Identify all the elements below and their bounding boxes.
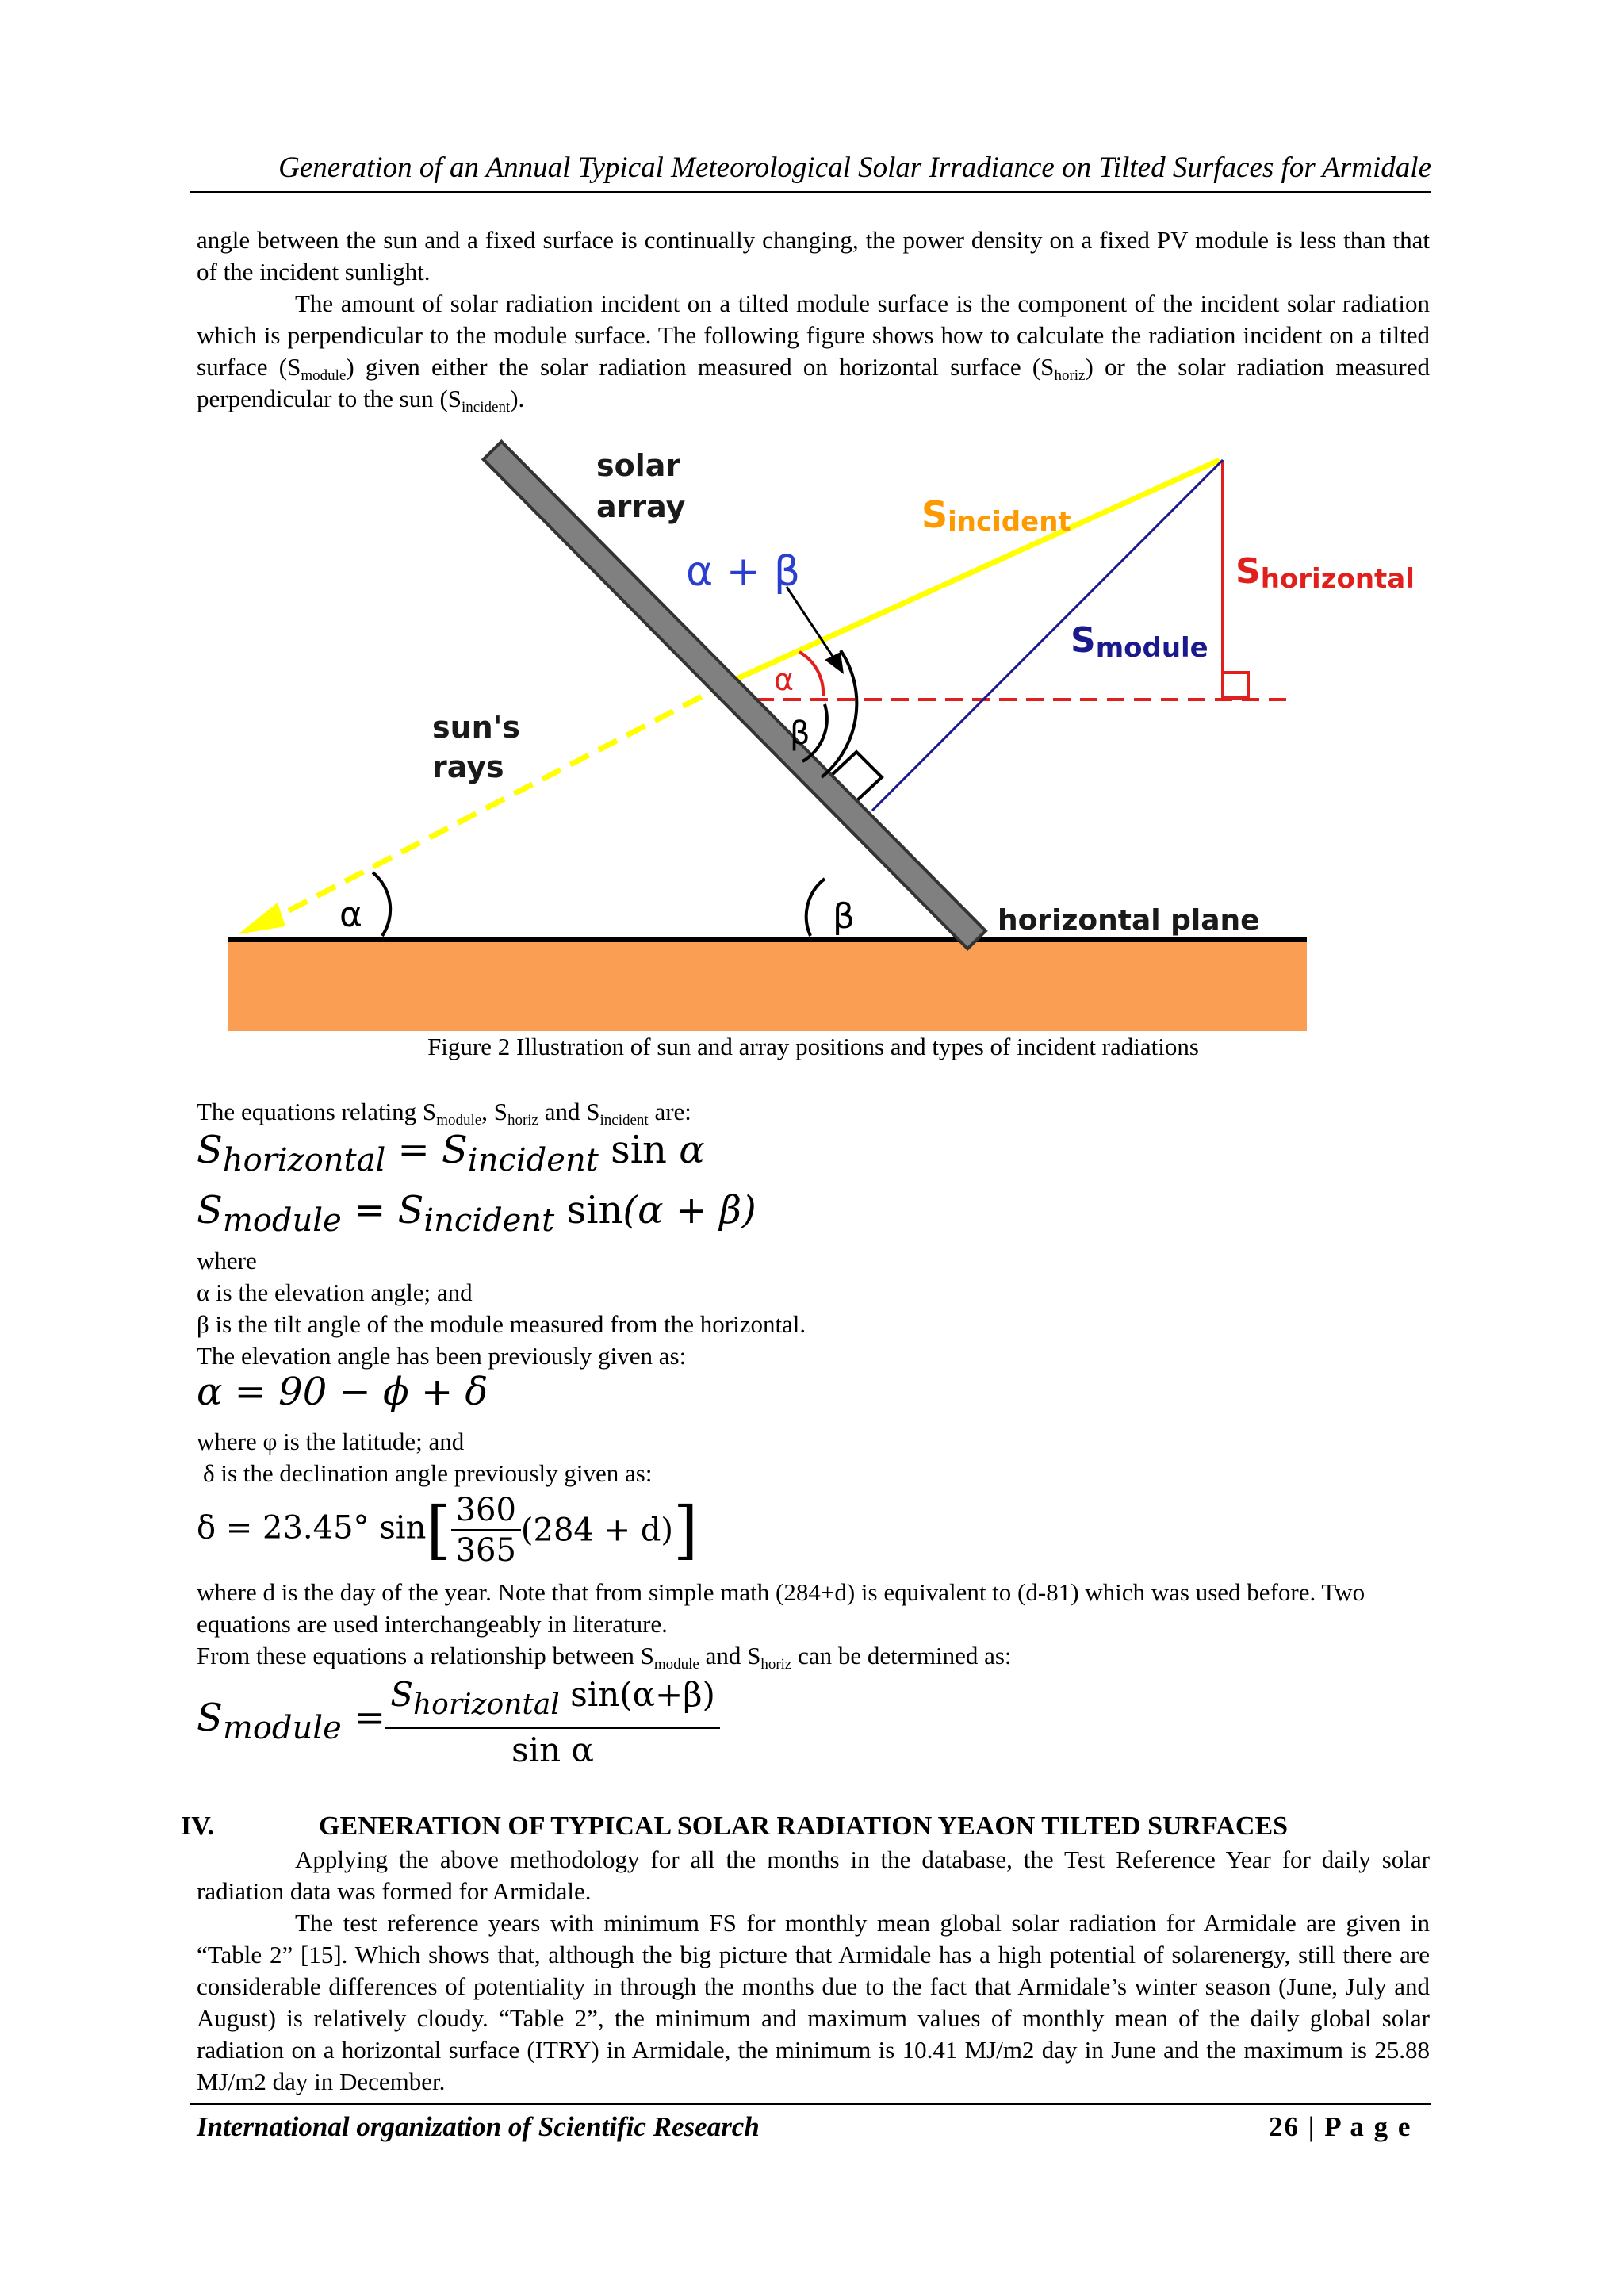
where-line-1: where: [197, 1247, 257, 1274]
section-number: IV.: [181, 1811, 214, 1841]
equation-4: δ = 23.45° sin[ $\frac{360}{365}$ (284 + d)]: [197, 1492, 699, 1569]
label-solar-array-2: array: [596, 489, 686, 524]
after-eq4-line: [197, 1640, 1430, 1672]
intro-sub-incident: incident: [599, 1112, 649, 1129]
eq5-numerator: [385, 1673, 720, 1729]
eq4-lhs: δ = 23.45° sin: [197, 1509, 427, 1547]
right-angle-marker-red: [1223, 673, 1248, 698]
label-horizontal-plane: horizontal plane: [998, 904, 1260, 937]
after-sub-horiz: horiz: [760, 1656, 792, 1673]
after-eq4-paragraph: where d is the day of the year. Note that from simple math (284+d) is equivalent to (d-81) which was used before. Two equations are used interchangeably in literature.: [197, 1578, 1365, 1638]
section-paragraph-2: The test reference years with minimum FS for monthly mean global solar radiation for Armidale are given in “Table 2” [15]. Which shows that, although the big picture that Armidale has a high potential of solarenergy, still there are considerable differences of potentiality in through the months due to the fact that Armidale’s winter season (June, July and August) is relatively cloudy. “Table 2”, the minimum and maximum values of monthly mean of the daily global solar radiation on a horizontal surface (ITRY) in Armidale, the minimum is 10.41 MJ/m2 day in June and the maximum is 25.88 MJ/m2 day in December.: [197, 1909, 1430, 2095]
label-solar-array-1: solar: [596, 448, 681, 483]
eq1-rhs: S: [442, 1128, 468, 1172]
suns-rays-arrowhead: [238, 903, 285, 934]
eq5-num-sub: horizontal: [413, 1688, 560, 1721]
label-suns-rays-1: sun's: [432, 710, 520, 745]
p2-sub-incident: incident: [462, 399, 511, 416]
paragraph-2: [197, 288, 1430, 415]
p2-text-b: ) given either the solar radiation measured on horizontal surface (S: [346, 353, 1055, 381]
eq2-rhs: S: [397, 1188, 424, 1232]
eq5-num-s: S: [390, 1675, 413, 1714]
equations-intro: [197, 1096, 1430, 1128]
equation-5: [197, 1673, 720, 1772]
after-a: From these equations a relationship between S: [197, 1642, 654, 1669]
label-alpha-top: α: [774, 662, 795, 697]
intro-c: and S: [538, 1098, 600, 1125]
p2-text-c: ) or the solar radiation measured perpendicular to the sun (S: [197, 353, 1430, 412]
eq1-arg: α: [679, 1128, 705, 1172]
eq4-num: 360: [451, 1491, 521, 1531]
label-alpha-plus-beta: α + β: [686, 548, 801, 596]
alpha-arc-top: [799, 652, 823, 696]
eq5-den: sin α: [511, 1731, 594, 1769]
footer-journal: International organization of Scientific Research: [197, 2111, 760, 2142]
label-beta-top: β: [790, 715, 810, 752]
figure-2-diagram: [222, 444, 1415, 1031]
p2-sub-module: module: [301, 367, 347, 384]
after-c: can be determined as:: [791, 1642, 1012, 1669]
eq5-equals: =: [354, 1695, 386, 1740]
ground-plane: [228, 940, 1307, 1031]
intro-sub-module: module: [436, 1112, 482, 1129]
footer-page-number: 26 | P a g e: [1269, 2111, 1412, 2142]
section-title: GENERATION OF TYPICAL SOLAR RADIATION YEAON TILTED SURFACES: [319, 1811, 1289, 1841]
where-line-2: α is the elevation angle; and: [197, 1278, 473, 1306]
intro-a: The equations relating S: [197, 1098, 437, 1125]
eq1-fn: sin: [611, 1128, 667, 1172]
equation-1: [197, 1126, 705, 1184]
p2-text-d: ).: [510, 385, 525, 412]
header-rule: [190, 191, 1431, 193]
label-alpha-bottom: α: [339, 895, 363, 935]
eq5-lhs: S: [197, 1695, 223, 1740]
running-header: Generation of an Annual Typical Meteorological Solar Irradiance on Tilted Surfaces for Armidale: [278, 151, 1431, 184]
eq2-arg: (α + β): [622, 1188, 756, 1232]
intro-b: , S: [481, 1098, 508, 1125]
alpha-arc-bottom: [373, 872, 390, 936]
where2-line-2: δ is the declination angle previously given as:: [203, 1459, 653, 1487]
where-line-4: The elevation angle has been previously given as:: [197, 1342, 687, 1370]
p2-text-a: The amount of solar radiation incident on a tilted module surface is the component of the incident solar radiation which is perpendicular to the module surface. The following figure shows how to calculate the radiation incident on a tilted surface (S: [197, 289, 1430, 381]
eq1-lhs: S: [197, 1128, 223, 1172]
eq2-lhs-sub: module: [222, 1202, 342, 1239]
p2-sub-horiz: horiz: [1054, 367, 1086, 384]
after-sub-module: module: [653, 1656, 699, 1673]
beta-arc-bottom: [806, 879, 825, 936]
intro-d: are:: [648, 1098, 691, 1125]
eq1-equals: =: [397, 1128, 430, 1172]
section-paragraph-1: Applying the above methodology for all the months in the database, the Test Reference Year for daily solar radiation data was formed for Armidale.: [197, 1846, 1430, 1905]
alpha-beta-pointer: [787, 587, 835, 660]
eq1-rhs-sub: incident: [467, 1142, 599, 1179]
intro-sub-horiz: horiz: [507, 1112, 538, 1129]
equation-2: [197, 1186, 756, 1244]
eq4-den: 365: [455, 1532, 516, 1569]
eq5-fraction: [385, 1673, 720, 1772]
eq2-fn: sin: [566, 1188, 623, 1232]
eq5-lhs-sub: module: [222, 1709, 342, 1746]
label-horizontal: Shorizontal: [1235, 551, 1415, 595]
after-b: and S: [699, 1642, 761, 1669]
where2-line-1: where φ is the latitude; and: [197, 1428, 465, 1455]
solar-array-panel: [484, 442, 986, 949]
label-beta-bottom: β: [833, 896, 856, 937]
eq1-lhs-sub: horizontal: [222, 1142, 386, 1179]
alpha-beta-pointer-head: [825, 652, 844, 674]
eq4-fraction: [451, 1491, 521, 1570]
where-line-3: β is the tilt angle of the module measured from the horizontal.: [197, 1310, 806, 1338]
eq2-equals: =: [354, 1188, 386, 1232]
eq2-lhs: S: [197, 1188, 223, 1232]
eq5-num-fn: sin(α+β): [570, 1675, 715, 1714]
label-module: Smodule: [1071, 620, 1208, 664]
equation-3: α = 90 − ϕ + δ: [197, 1370, 488, 1414]
label-incident: Sincident: [921, 493, 1071, 538]
eq4-rest: (284 + d): [520, 1512, 674, 1549]
paragraph-1: angle between the sun and a fixed surface is continually changing, the power density on a fixed PV module is less than that of the incident sunlight.: [197, 226, 1430, 286]
label-suns-rays-2: rays: [432, 749, 504, 784]
footer-rule: [190, 2103, 1431, 2105]
eq2-rhs-sub: incident: [423, 1202, 555, 1239]
figure-caption: Figure 2 Illustration of sun and array positions and types of incident radiations: [427, 1033, 1199, 1060]
